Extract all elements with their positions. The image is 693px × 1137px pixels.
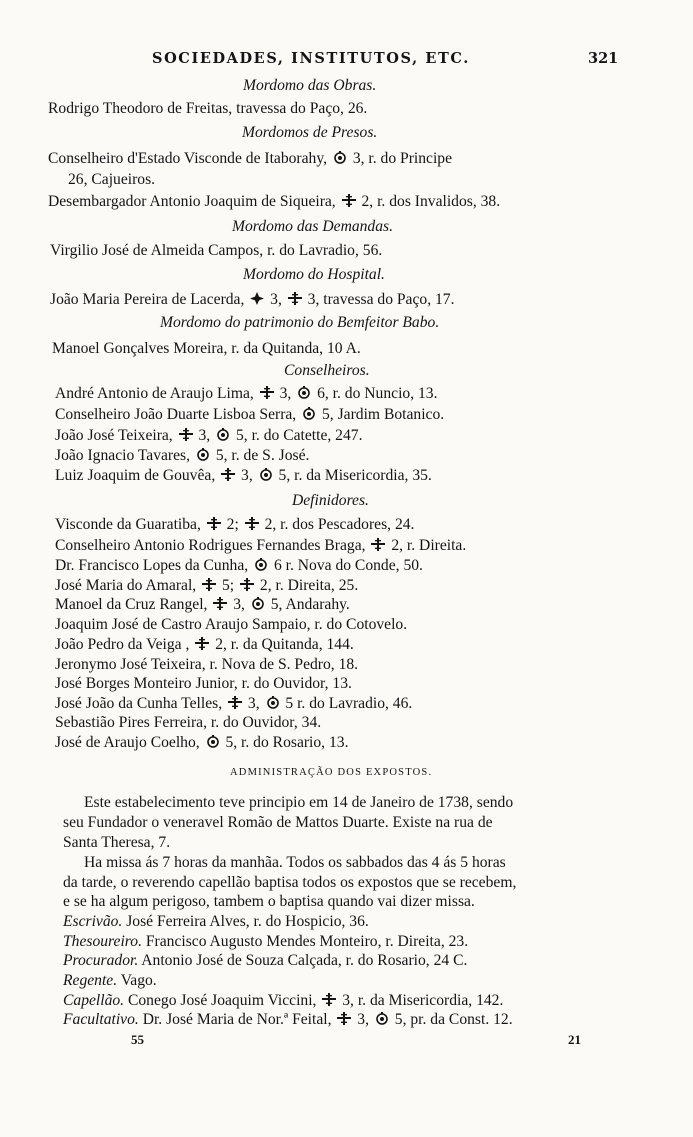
text-line: 26, Cajueiros. — [68, 171, 156, 188]
text-line: Virgilio José de Almeida Campos, r. do Lavradio, 56. — [50, 242, 383, 259]
text-line: Santa Theresa, 7. — [63, 834, 171, 851]
page-header — [0, 50, 693, 70]
text-line: Mordomos de Presos. — [242, 124, 378, 141]
text-fragment: 5, r. do Rosario, 13. — [221, 734, 349, 751]
text-fragment: 2, r. dos Invalidos, 38. — [357, 193, 501, 210]
text-fragment: Conselheiro d'Estado Visconde de Itaborahy, — [48, 150, 331, 167]
text-fragment: 6, r. do Nuncio, 13. — [313, 385, 438, 402]
text-fragment: João José Teixeira, — [55, 427, 177, 444]
text-fragment: José Maria do Amaral, — [55, 577, 201, 594]
order-cross-icon — [288, 292, 302, 305]
text-fragment: 5, r. de S. José. — [211, 447, 310, 464]
text-line: Conselheiros. — [284, 362, 370, 379]
text-fragment: 3, — [353, 1011, 373, 1028]
text-fragment: Visconde da Guaratiba, — [55, 516, 205, 533]
text-line — [63, 952, 467, 970]
text-fragment: 3, — [244, 695, 264, 712]
page-number: 321 — [588, 50, 619, 67]
text-fragment: João Pedro da Veiga , — [55, 636, 194, 653]
text-fragment: 3, r. do Principe — [348, 150, 453, 167]
text-fragment: 3, — [229, 596, 249, 613]
text-line — [55, 734, 348, 752]
footer-signature-right: 21 — [568, 1032, 581, 1047]
text-fragment: 3, — [194, 427, 215, 444]
order-rose-icon — [302, 407, 316, 420]
text-line: Mordomo do Hospital. — [243, 266, 385, 283]
text-fragment: 3, — [275, 385, 296, 402]
text-fragment: 2, r. dos Pescadores, 24. — [260, 516, 415, 533]
text-line: Rodrigo Theodoro de Freitas, travessa do Paço, 26. — [48, 100, 368, 117]
text-fragment: 5, pr. da Const. 12. — [390, 1011, 513, 1028]
order-cross-icon — [245, 517, 259, 530]
order-cross-icon — [337, 1012, 351, 1025]
role-label: Thesoureiro. — [63, 933, 142, 950]
text-fragment: 3, — [266, 291, 286, 308]
text-fragment: Conselheiro Antonio Rodrigues Fernandes Braga, — [55, 537, 370, 554]
text-line — [63, 972, 157, 990]
text-line — [55, 447, 309, 465]
order-rose-icon — [266, 696, 280, 709]
text-fragment: André Antonio de Araujo Lima, — [55, 385, 258, 402]
order-cross-icon — [260, 386, 274, 399]
text-line: da tarde, o reverendo capellão baptisa todos os expostos que se recebem, — [63, 874, 517, 891]
text-fragment: 2; — [222, 516, 243, 533]
role-label: Regente. — [63, 972, 118, 989]
text-line — [63, 992, 503, 1010]
text-fragment: José Ferreira Alves, r. do Hospicio, 36. — [122, 913, 369, 930]
text-fragment: Conego José Joaquim Viccini, — [124, 992, 321, 1009]
text-line — [55, 406, 444, 424]
order-star-icon — [250, 292, 264, 305]
role-label: Facultativo. — [63, 1011, 139, 1028]
text-fragment: 6 r. Nova do Conde, 50. — [270, 557, 423, 574]
role-label: Escrivão. — [63, 913, 123, 930]
order-rose-icon — [259, 468, 273, 481]
text-fragment: João Maria Pereira de Lacerda, — [50, 291, 249, 308]
running-title: SOCIEDADES, INSTITUTOS, ETC. — [152, 50, 470, 67]
order-cross-icon — [228, 696, 242, 709]
footer-signature-left: 55 — [131, 1032, 144, 1047]
text-line: José Borges Monteiro Junior, r. do Ouvidor, 13. — [55, 675, 352, 692]
text-line — [63, 1011, 513, 1029]
order-cross-icon — [322, 993, 336, 1006]
text-line — [55, 636, 354, 654]
text-line — [55, 695, 412, 713]
text-line: Definidores. — [292, 492, 369, 509]
text-fragment: Antonio José de Souza Calçada, r. do Rosario, 24 C. — [138, 952, 468, 969]
text-fragment: 5, Andarahy. — [266, 596, 350, 613]
text-line: Ha missa ás 7 horas da manhãa. Todos os sabbados das 4 ás 5 horas — [84, 854, 506, 871]
text-line — [63, 933, 468, 951]
text-fragment: 3, — [237, 467, 257, 484]
text-line — [48, 150, 452, 168]
text-fragment: José João da Cunha Telles, — [55, 695, 226, 712]
text-fragment: 5 r. do Lavradio, 46. — [281, 695, 413, 712]
text-fragment: João Ignacio Tavares, — [55, 447, 194, 464]
role-label: Capellão. — [63, 992, 125, 1009]
order-rose-icon — [333, 151, 347, 164]
order-rose-icon — [251, 597, 265, 610]
text-fragment: 5, r. do Catette, 247. — [232, 427, 363, 444]
order-rose-icon — [206, 735, 220, 748]
text-fragment: 5, Jardim Botanico. — [318, 406, 445, 423]
text-line — [48, 193, 500, 211]
text-line: Mordomo das Demandas. — [232, 218, 393, 235]
text-fragment: 3, travessa do Paço, 17. — [303, 291, 455, 308]
order-cross-icon — [221, 468, 235, 481]
text-fragment: Conselheiro João Duarte Lisboa Serra, — [55, 406, 301, 423]
order-cross-icon — [195, 637, 209, 650]
text-fragment: 5; — [218, 577, 239, 594]
text-line — [55, 596, 350, 614]
text-fragment: 2, r. Direita, 25. — [256, 577, 359, 594]
text-fragment: Dr. Francisco Lopes da Cunha, — [55, 557, 253, 574]
text-line — [55, 577, 358, 595]
text-line: Este estabelecimento teve principio em 14 de Janeiro de 1738, sendo — [84, 794, 514, 811]
role-label: Procurador. — [63, 952, 139, 969]
text-fragment: José de Araujo Coelho, — [55, 734, 204, 751]
text-fragment: Vago. — [117, 972, 157, 989]
text-line: seu Fundador o veneravel Romão de Mattos Duarte. Existe na rua de — [63, 814, 493, 831]
text-line — [55, 427, 362, 445]
text-line: Mordomo das Obras. — [243, 77, 377, 94]
text-fragment: Manoel da Cruz Rangel, — [55, 596, 212, 613]
text-line — [55, 467, 432, 485]
text-fragment: 2, r. da Quitanda, 144. — [211, 636, 354, 653]
order-cross-icon — [371, 538, 385, 551]
text-line — [63, 913, 369, 931]
text-line — [50, 291, 455, 309]
order-rose-icon — [254, 558, 268, 571]
text-line — [55, 557, 423, 575]
text-fragment: Desembargador Antonio Joaquim de Siqueira, — [48, 193, 340, 210]
text-line: ADMINISTRAÇÃO DOS EXPOSTOS. — [230, 767, 433, 778]
order-rose-icon — [216, 428, 230, 441]
order-cross-icon — [213, 597, 227, 610]
text-fragment: 3, r. da Misericordia, 142. — [338, 992, 504, 1009]
text-line: Manoel Gonçalves Moreira, r. da Quitanda, 10 A. — [52, 340, 361, 357]
order-cross-icon — [342, 194, 356, 207]
text-line: Mordomo do patrimonio do Bemfeitor Babo. — [160, 314, 440, 331]
text-line — [55, 516, 414, 534]
order-cross-icon — [179, 428, 193, 441]
order-cross-icon — [202, 578, 216, 591]
order-cross-icon — [240, 578, 254, 591]
order-rose-icon — [375, 1012, 389, 1025]
order-rose-icon — [297, 386, 311, 399]
text-fragment: 2, r. Direita. — [387, 537, 467, 554]
text-line: Sebastião Pires Ferreira, r. do Ouvidor, 34. — [55, 714, 322, 731]
text-fragment: Luiz Joaquim de Gouvêa, — [55, 467, 220, 484]
text-line: e se ha algum perigoso, tambem o baptisa quando vai dizer missa. — [63, 893, 475, 910]
text-fragment: Francisco Augusto Mendes Monteiro, r. Direita, 23. — [141, 933, 469, 950]
text-line: Jeronymo José Teixeira, r. Nova de S. Pedro, 18. — [55, 656, 359, 673]
order-rose-icon — [196, 448, 210, 461]
text-line — [55, 385, 438, 403]
text-line: Joaquim José de Castro Araujo Sampaio, r. do Cotovelo. — [55, 616, 408, 633]
text-fragment: Dr. José Maria de Nor.ª Feital, — [138, 1011, 336, 1028]
text-fragment: 5, r. da Misericordia, 35. — [274, 467, 432, 484]
text-line — [55, 537, 466, 555]
order-cross-icon — [207, 517, 221, 530]
